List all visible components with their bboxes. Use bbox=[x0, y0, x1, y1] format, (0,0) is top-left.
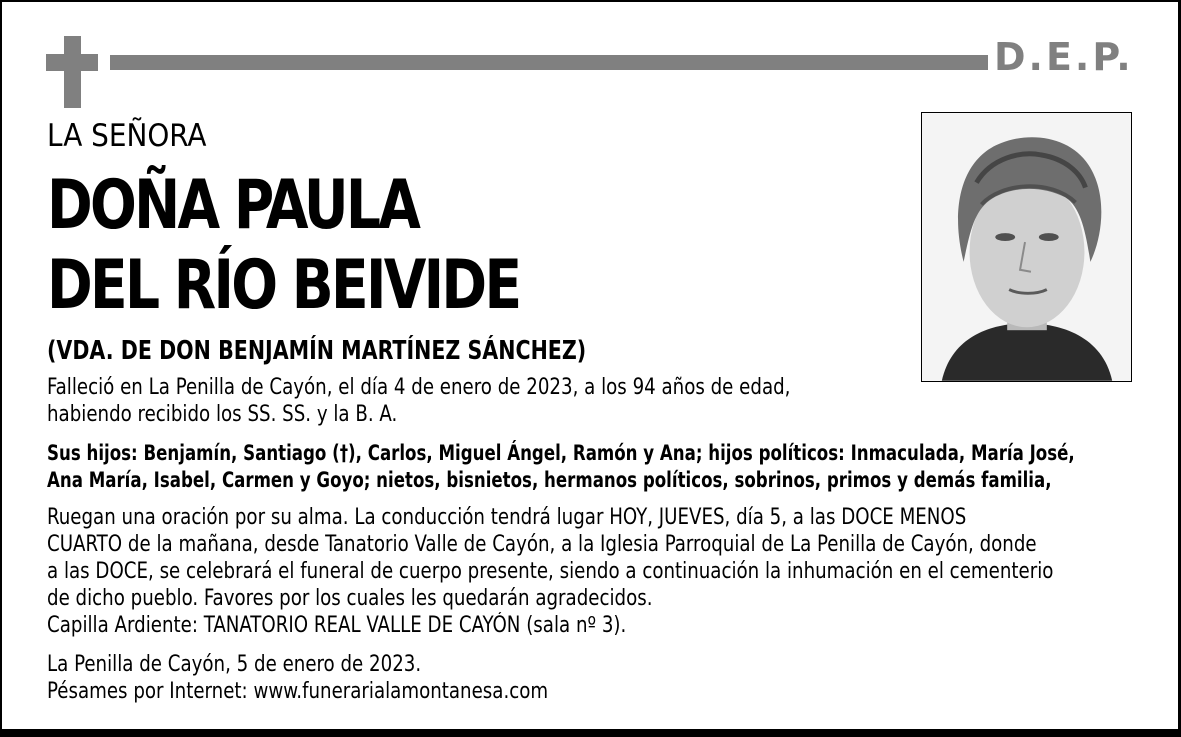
frame-top-border bbox=[0, 0, 1181, 2]
cross-vertical-bar bbox=[64, 36, 81, 108]
deceased-name-line-1: DOÑA PAULA bbox=[47, 166, 419, 245]
ceremony-line-1: Ruegan una oración por su alma. La conducción tendrá lugar HOY, JUEVES, día 5, a las DOCE MENOS bbox=[47, 505, 967, 530]
deceased-name-line-2: DEL RÍO BEIVIDE bbox=[47, 246, 520, 325]
header-rule bbox=[110, 55, 988, 70]
portrait-illustration bbox=[922, 113, 1131, 381]
funeral-home-line: Capilla Ardiente: TANATORIO REAL VALLE DE CAYÓN (sala nº 3). bbox=[47, 613, 627, 638]
deceased-portrait bbox=[921, 112, 1132, 382]
frame-left-border bbox=[0, 0, 2, 737]
family-line-2: Ana María, Isabel, Carmen y Goyo; nietos, bisnietos, hermanos políticos, sobrinos, primos y demás familia, bbox=[47, 468, 1052, 492]
dep-heading: D.E.P. bbox=[994, 35, 1134, 79]
ceremony-line-3: a las DOCE, se celebrará el funeral de cuerpo presente, siendo a continuación la inhumación en el cementerio bbox=[47, 559, 1054, 584]
ceremony-line-4: de dicho pueblo. Favores por los cuales les quedarán agradecidos. bbox=[47, 586, 653, 611]
place-and-date: La Penilla de Cayón, 5 de enero de 2023. bbox=[47, 652, 422, 677]
cross-horizontal-bar bbox=[46, 54, 98, 71]
cross-icon bbox=[46, 36, 98, 108]
family-line-1: Sus hijos: Benjamín, Santiago (†), Carlos, Miguel Ángel, Ramón y Ana; hijos políticos: Inmaculada, María José, bbox=[47, 441, 1075, 465]
death-notice-line-2: habiendo recibido los SS. SS. y la B. A. bbox=[47, 402, 398, 427]
death-notice-line-1: Falleció en La Penilla de Cayón, el día 4 de enero de 2023, a los 94 años de edad, bbox=[47, 375, 791, 400]
honorific-prefix: LA SEÑORA bbox=[47, 118, 207, 154]
ceremony-line-2: CUARTO de la mañana, desde Tanatorio Valle de Cayón, a la Iglesia Parroquial de La Penilla de Cayón, donde bbox=[47, 532, 1037, 557]
condolences-website: Pésames por Internet: www.funerarialamontanesa.com bbox=[47, 679, 549, 704]
frame-bottom-border bbox=[0, 729, 1181, 737]
widow-of-line: (VDA. DE DON BENJAMÍN MARTÍNEZ SÁNCHEZ) bbox=[47, 336, 587, 366]
